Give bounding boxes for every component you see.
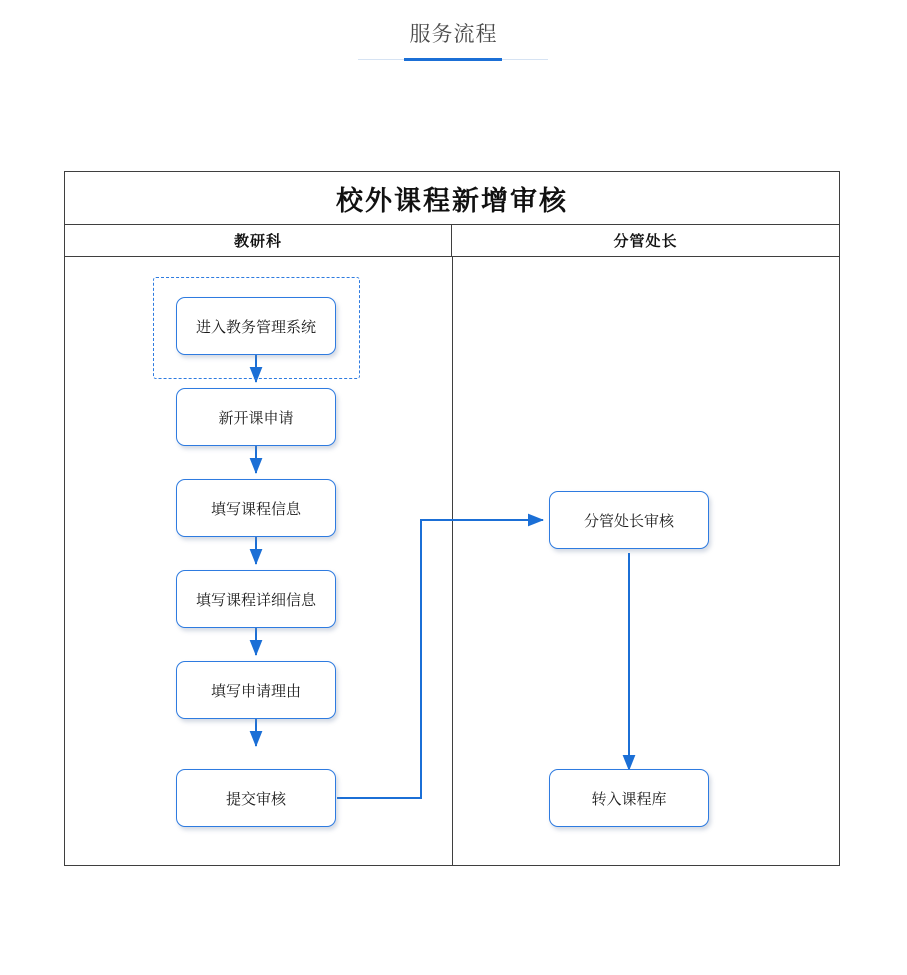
flow-node-fill-course-detail[interactable] (176, 570, 336, 628)
flow-node-label: 进入教务管理系统 (195, 318, 316, 336)
flow-node-label: 新开课申请 (218, 409, 294, 427)
flow-node-fill-course-info[interactable] (176, 479, 336, 537)
lane-header-jiaoyanke (65, 225, 452, 257)
flowchart-title: 校外课程新增审核 (336, 185, 568, 216)
flow-node-label: 分管处长审核 (583, 512, 674, 530)
flow-node-label: 填写申请理由 (210, 682, 301, 700)
flow-node-label: 提交审核 (225, 790, 286, 808)
lane-header-fenguanchuzhang (452, 225, 839, 257)
flowchart-frame (64, 171, 840, 866)
flow-node-director-review[interactable] (549, 491, 709, 549)
lane-divider (452, 257, 453, 865)
flow-node-label: 填写课程详细信息 (195, 591, 316, 609)
page-header (0, 0, 907, 80)
page-title: 服务流程 (409, 23, 498, 46)
flow-node-enter-system[interactable] (176, 297, 336, 355)
flow-node-label: 转入课程库 (591, 790, 667, 808)
flow-node-transfer-to-library[interactable] (549, 769, 709, 827)
flow-node-label: 填写课程信息 (210, 500, 301, 518)
flow-node-submit-review[interactable] (176, 769, 336, 827)
title-underline-accent (404, 58, 502, 61)
flowchart-banner (65, 172, 839, 225)
flow-node-fill-reason[interactable] (176, 661, 336, 719)
lane-header-label: 分管处长 (613, 233, 678, 250)
lane-header-label: 教研科 (233, 233, 282, 250)
flow-node-new-course-application[interactable] (176, 388, 336, 446)
